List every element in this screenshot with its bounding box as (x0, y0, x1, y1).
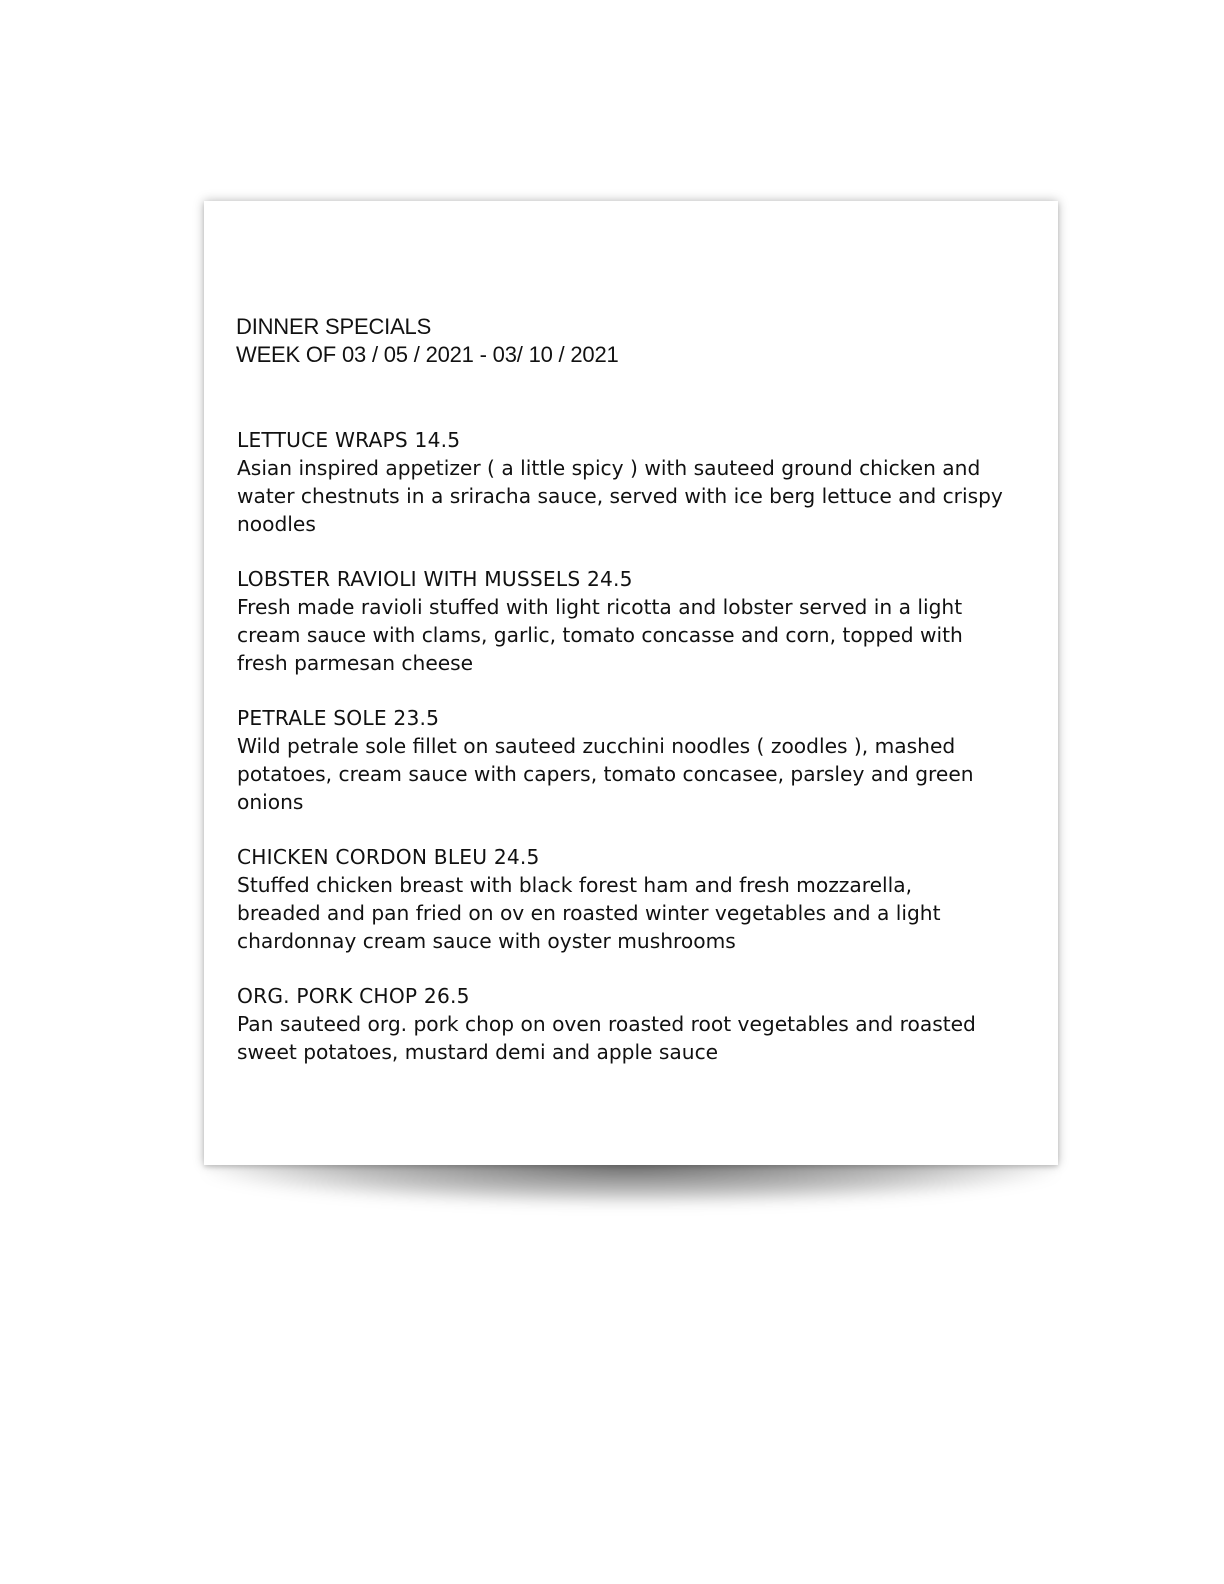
special-description-line: Asian inspired appetizer ( a little spicy ) with sauteed ground chicken and (237, 456, 981, 480)
special-title: ORG. PORK CHOP 26.5 (237, 984, 470, 1008)
special-title: LOBSTER RAVIOLI WITH MUSSELS 24.5 (237, 567, 633, 591)
special-description-line: water chestnuts in a sriracha sauce, served with ice berg lettuce and crispy (237, 484, 1003, 508)
special-title: CHICKEN CORDON BLEU 24.5 (237, 845, 540, 869)
special-description-line: sweet potatoes, mustard demi and apple sauce (237, 1040, 719, 1064)
special-description-line: Stuffed chicken breast with black forest ham and fresh mozzarella, (237, 873, 913, 897)
special-item (237, 565, 1037, 677)
special-item (237, 704, 1037, 816)
special-description-line: Fresh made ravioli stuffed with light ricotta and lobster served in a light (237, 595, 963, 619)
special-title: LETTUCE WRAPS 14.5 (237, 428, 461, 452)
specials-list (237, 426, 1037, 1093)
menu-sheet (204, 201, 1058, 1165)
special-description-line: breaded and pan fried on ov en roasted winter vegetables and a light (237, 901, 941, 925)
special-description-line: potatoes, cream sauce with capers, tomato concasee, parsley and green (237, 762, 974, 786)
special-description-line: Wild petrale sole fillet on sauteed zucchini noodles ( zoodles ), mashed (237, 734, 956, 758)
special-item (237, 426, 1037, 538)
menu-title: DINNER SPECIALS (236, 314, 432, 339)
special-description-line: Pan sauteed org. pork chop on oven roasted root vegetables and roasted (237, 1012, 976, 1036)
menu-week: WEEK OF 03 / 05 / 2021 - 03/ 10 / 2021 (236, 342, 619, 367)
special-description-line: cream sauce with clams, garlic, tomato concasse and corn, topped with (237, 623, 963, 647)
menu-header (236, 313, 619, 369)
special-title: PETRALE SOLE 23.5 (237, 706, 440, 730)
special-description-line: chardonnay cream sauce with oyster mushrooms (237, 929, 736, 953)
special-description-line: noodles (237, 512, 316, 536)
special-item (237, 843, 1037, 955)
special-description-line: fresh parmesan cheese (237, 651, 474, 675)
special-description-line: onions (237, 790, 304, 814)
special-item (237, 982, 1037, 1066)
